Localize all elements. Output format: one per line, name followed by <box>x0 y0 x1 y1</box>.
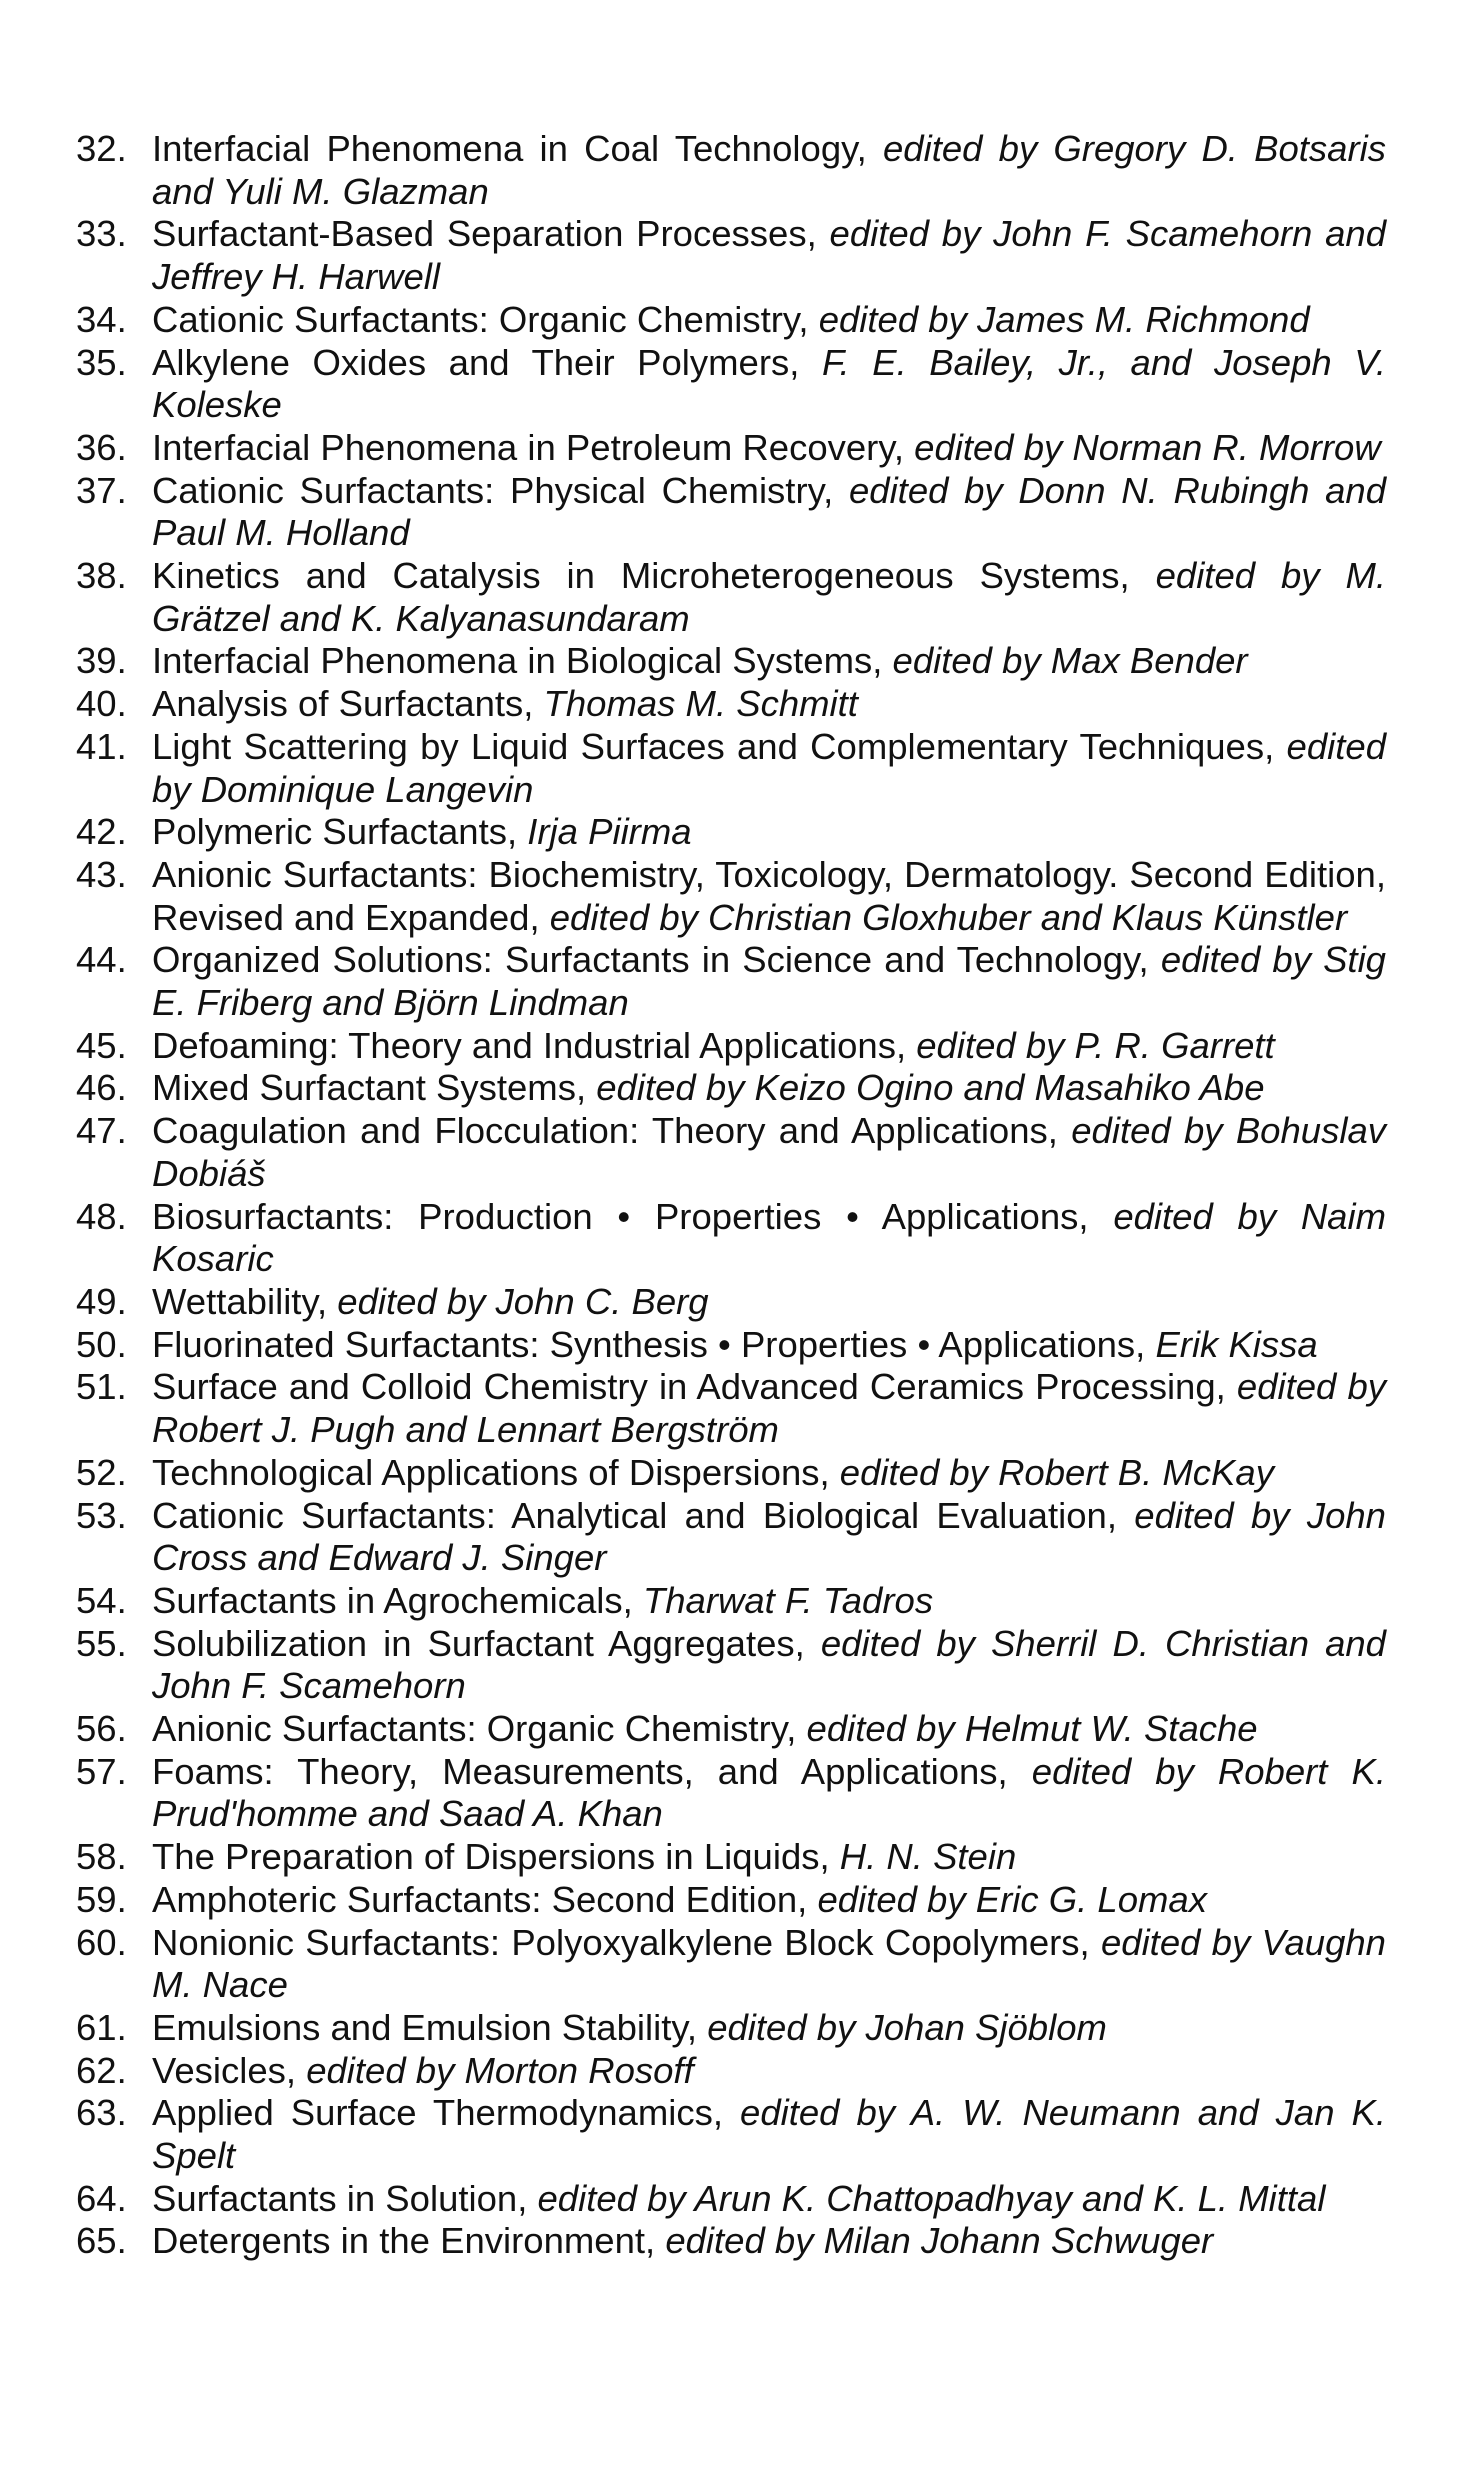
list-item <box>76 1751 1386 1836</box>
list-item <box>76 1196 1386 1281</box>
book-title: Detergents in the Environment, <box>152 2220 666 2262</box>
item-number: 59. <box>76 1878 127 1920</box>
list-item <box>76 1623 1386 1708</box>
list-item <box>76 854 1386 939</box>
book-title: Organized Solutions: Surfactants in Science and Technology, <box>152 939 1161 981</box>
item-text <box>152 2220 1386 2263</box>
book-editors: edited by Keizo Ogino and Masahiko Abe <box>596 1067 1265 1109</box>
list-item <box>76 1025 1386 1068</box>
item-text <box>152 1281 1386 1324</box>
item-text <box>152 213 1386 298</box>
item-text <box>152 1452 1386 1495</box>
item-number: 38. <box>76 555 127 597</box>
list-item <box>76 1281 1386 1324</box>
book-title: Surface and Colloid Chemistry in Advanced Ceramics Processing, <box>152 1366 1237 1408</box>
item-text <box>152 726 1386 811</box>
item-text <box>152 1751 1386 1836</box>
book-editors: edited by Gregory D. Botsaris and Yuli M. Glazman <box>152 128 1386 212</box>
item-number: 43. <box>76 853 127 895</box>
book-editors: Erik Kissa <box>1155 1323 1318 1365</box>
item-text <box>152 811 1386 854</box>
list-item <box>76 555 1386 640</box>
book-title: Interfacial Phenomena in Biological Systems, <box>152 640 893 682</box>
book-editors: Tharwat F. Tadros <box>642 1579 934 1621</box>
item-text <box>152 939 1386 1024</box>
item-number: 58. <box>76 1836 127 1878</box>
item-text <box>152 1879 1386 1922</box>
item-number: 47. <box>76 1110 127 1152</box>
item-number: 45. <box>76 1024 127 1066</box>
book-editors: edited by Vaughn M. Nace <box>152 1921 1386 2006</box>
book-title: Anionic Surfactants: Biochemistry, Toxicology, Dermatology. Second Edition, Revised and Expanded, <box>152 853 1386 938</box>
book-editors: edited by James M. Richmond <box>818 298 1310 340</box>
item-text <box>152 1836 1386 1879</box>
list-item <box>76 1708 1386 1751</box>
book-title: Vesicles, <box>152 2049 307 2091</box>
book-editors: edited by Norman R. Morrow <box>914 426 1381 468</box>
book-editors: edited by A. W. Neumann and Jan K. Spelt <box>152 2092 1386 2177</box>
item-number: 40. <box>76 683 127 725</box>
book-title: Coagulation and Flocculation: Theory and Applications, <box>152 1110 1072 1152</box>
list-item <box>76 128 1386 213</box>
book-editors: F. E. Bailey, Jr., and Joseph V. Koleske <box>152 341 1386 426</box>
list-item <box>76 299 1386 342</box>
book-editors: edited by Naim Kosaric <box>152 1195 1386 1280</box>
book-title: Analysis of Surfactants, <box>152 683 544 725</box>
item-text <box>152 2092 1386 2177</box>
item-text <box>152 640 1386 683</box>
book-editors: Thomas M. Schmitt <box>543 683 858 725</box>
book-editors: edited by Milan Johann Schwuger <box>665 2220 1214 2262</box>
item-number: 55. <box>76 1622 127 1664</box>
item-text <box>152 1196 1386 1281</box>
item-number: 32. <box>76 128 127 169</box>
book-title: Surfactants in Agrochemicals, <box>152 1579 643 1621</box>
book-editors: edited by Morton Rosoff <box>306 2049 694 2091</box>
book-title: Mixed Surfactant Systems, <box>152 1067 597 1109</box>
item-text <box>152 1922 1386 2007</box>
book-title: Applied Surface Thermodynamics, <box>152 2092 741 2134</box>
book-editors: edited by John C. Berg <box>337 1280 709 1322</box>
book-editors: edited by M. Grätzel and K. Kalyanasundaram <box>152 555 1386 639</box>
book-title: Cationic Surfactants: Analytical and Biological Evaluation, <box>152 1494 1135 1536</box>
book-editors: edited by Dominique Langevin <box>152 725 1386 810</box>
item-text <box>152 470 1386 555</box>
item-text <box>152 2050 1386 2093</box>
book-title: Defoaming: Theory and Industrial Applications, <box>152 1024 917 1066</box>
item-number: 62. <box>76 2049 127 2091</box>
book-editors: edited by Robert K. Prud'homme and Saad A. Khan <box>152 1750 1386 1835</box>
book-editors: edited by John Cross and Edward J. Singer <box>152 1494 1386 1579</box>
item-number: 64. <box>76 2177 127 2219</box>
list-item <box>76 1922 1386 2007</box>
item-number: 36. <box>76 426 127 468</box>
book-editors: edited by Eric G. Lomax <box>817 1878 1207 1920</box>
book-title: Cationic Surfactants: Physical Chemistry, <box>152 469 849 511</box>
list-item <box>76 1324 1386 1367</box>
item-number: 54. <box>76 1579 127 1621</box>
list-item <box>76 2178 1386 2221</box>
item-number: 49. <box>76 1280 127 1322</box>
item-text <box>152 1580 1386 1623</box>
book-title: The Preparation of Dispersions in Liquids, <box>152 1836 840 1878</box>
item-text <box>152 1708 1386 1751</box>
book-editors: H. N. Stein <box>839 1836 1017 1878</box>
book-title: Anionic Surfactants: Organic Chemistry, <box>152 1708 807 1750</box>
list-item <box>76 1879 1386 1922</box>
list-item <box>76 1452 1386 1495</box>
book-editors: edited by John F. Scamehorn and Jeffrey H. Harwell <box>152 213 1386 298</box>
item-number: 33. <box>76 213 127 255</box>
item-number: 52. <box>76 1451 127 1493</box>
book-title: Amphoteric Surfactants: Second Edition, <box>152 1878 818 1920</box>
item-number: 34. <box>76 298 127 340</box>
item-text <box>152 1324 1386 1367</box>
book-title: Nonionic Surfactants: Polyoxyalkylene Block Copolymers, <box>152 1921 1101 1963</box>
book-title: Foams: Theory, Measurements, and Applications, <box>152 1750 1032 1792</box>
list-item <box>76 1110 1386 1195</box>
list-item <box>76 1366 1386 1451</box>
list-item <box>76 811 1386 854</box>
book-editors: edited by Robert J. Pugh and Lennart Bergström <box>152 1366 1387 1451</box>
list-item <box>76 2220 1386 2263</box>
item-text <box>152 342 1386 427</box>
item-number: 56. <box>76 1708 127 1750</box>
item-number: 51. <box>76 1366 127 1408</box>
item-number: 35. <box>76 341 127 383</box>
list-item <box>76 1495 1386 1580</box>
item-text <box>152 1623 1386 1708</box>
book-editors: edited by Robert B. McKay <box>839 1451 1274 1493</box>
list-item <box>76 427 1386 470</box>
book-title: Technological Applications of Dispersions, <box>152 1451 840 1493</box>
book-title: Cationic Surfactants: Organic Chemistry, <box>152 298 819 340</box>
item-number: 63. <box>76 2092 127 2134</box>
book-title: Light Scattering by Liquid Surfaces and Complementary Techniques, <box>152 725 1287 767</box>
book-editors: edited by Christian Gloxhuber and Klaus Künstler <box>549 896 1348 938</box>
book-editors: edited by Arun K. Chattopadhyay and K. L. Mittal <box>537 2177 1326 2219</box>
book-title: Solubilization in Surfactant Aggregates, <box>152 1622 821 1664</box>
list-item <box>76 726 1386 811</box>
list-item <box>76 470 1386 555</box>
item-text <box>152 427 1386 470</box>
item-text <box>152 299 1386 342</box>
item-text <box>152 1495 1386 1580</box>
list-item <box>76 939 1386 1024</box>
item-text <box>152 128 1386 213</box>
series-list <box>76 128 1386 2263</box>
list-item <box>76 640 1386 683</box>
item-number: 37. <box>76 469 127 511</box>
book-title: Interfacial Phenomena in Coal Technology, <box>152 128 883 169</box>
item-number: 46. <box>76 1067 127 1109</box>
book-title: Surfactants in Solution, <box>152 2177 538 2219</box>
book-title: Biosurfactants: Production • Properties • Applications, <box>152 1195 1114 1237</box>
item-number: 42. <box>76 811 127 853</box>
list-item <box>76 1067 1386 1110</box>
book-editors: edited by Stig E. Friberg and Björn Lindman <box>152 939 1386 1024</box>
list-item <box>76 683 1386 726</box>
list-item <box>76 1836 1386 1879</box>
book-title: Interfacial Phenomena in Petroleum Recovery, <box>152 426 915 468</box>
item-number: 39. <box>76 640 127 682</box>
item-number: 50. <box>76 1323 127 1365</box>
item-number: 53. <box>76 1494 127 1536</box>
item-text <box>152 683 1386 726</box>
item-text <box>152 1366 1386 1451</box>
list-item <box>76 2007 1386 2050</box>
list-item <box>76 2050 1386 2093</box>
item-number: 41. <box>76 725 127 767</box>
item-text <box>152 555 1386 640</box>
item-text <box>152 1067 1386 1110</box>
book-title: Alkylene Oxides and Their Polymers, <box>152 341 822 383</box>
list-item <box>76 2092 1386 2177</box>
item-number: 60. <box>76 1921 127 1963</box>
book-title: Fluorinated Surfactants: Synthesis • Properties • Applications, <box>152 1323 1156 1365</box>
book-editors: Irja Piirma <box>527 811 692 853</box>
book-editors: edited by Johan Sjöblom <box>707 2006 1107 2048</box>
book-title: Kinetics and Catalysis in Microheterogeneous Systems, <box>152 555 1156 597</box>
item-text <box>152 1110 1386 1195</box>
item-text <box>152 854 1386 939</box>
book-editors: edited by Sherril D. Christian and John F. Scamehorn <box>152 1622 1386 1707</box>
item-number: 44. <box>76 939 127 981</box>
item-number: 48. <box>76 1195 127 1237</box>
item-number: 65. <box>76 2220 127 2262</box>
book-editors: edited by Bohuslav Dobiáš <box>152 1110 1386 1194</box>
item-number: 57. <box>76 1750 127 1792</box>
book-title: Emulsions and Emulsion Stability, <box>152 2006 708 2048</box>
book-editors: edited by Helmut W. Stache <box>806 1708 1258 1750</box>
list-item <box>76 342 1386 427</box>
book-title: Surfactant-Based Separation Processes, <box>152 213 830 255</box>
book-editors: edited by Max Bender <box>892 640 1248 682</box>
book-title: Polymeric Surfactants, <box>152 811 528 853</box>
item-text <box>152 2178 1386 2221</box>
book-editors: edited by P. R. Garrett <box>916 1024 1275 1066</box>
list-item <box>76 1580 1386 1623</box>
item-text <box>152 1025 1386 1068</box>
book-title: Wettability, <box>152 1280 338 1322</box>
list-item <box>76 213 1386 298</box>
book-editors: edited by Donn N. Rubingh and Paul M. Holland <box>152 469 1386 554</box>
item-text <box>152 2007 1386 2050</box>
item-number: 61. <box>76 2006 127 2048</box>
